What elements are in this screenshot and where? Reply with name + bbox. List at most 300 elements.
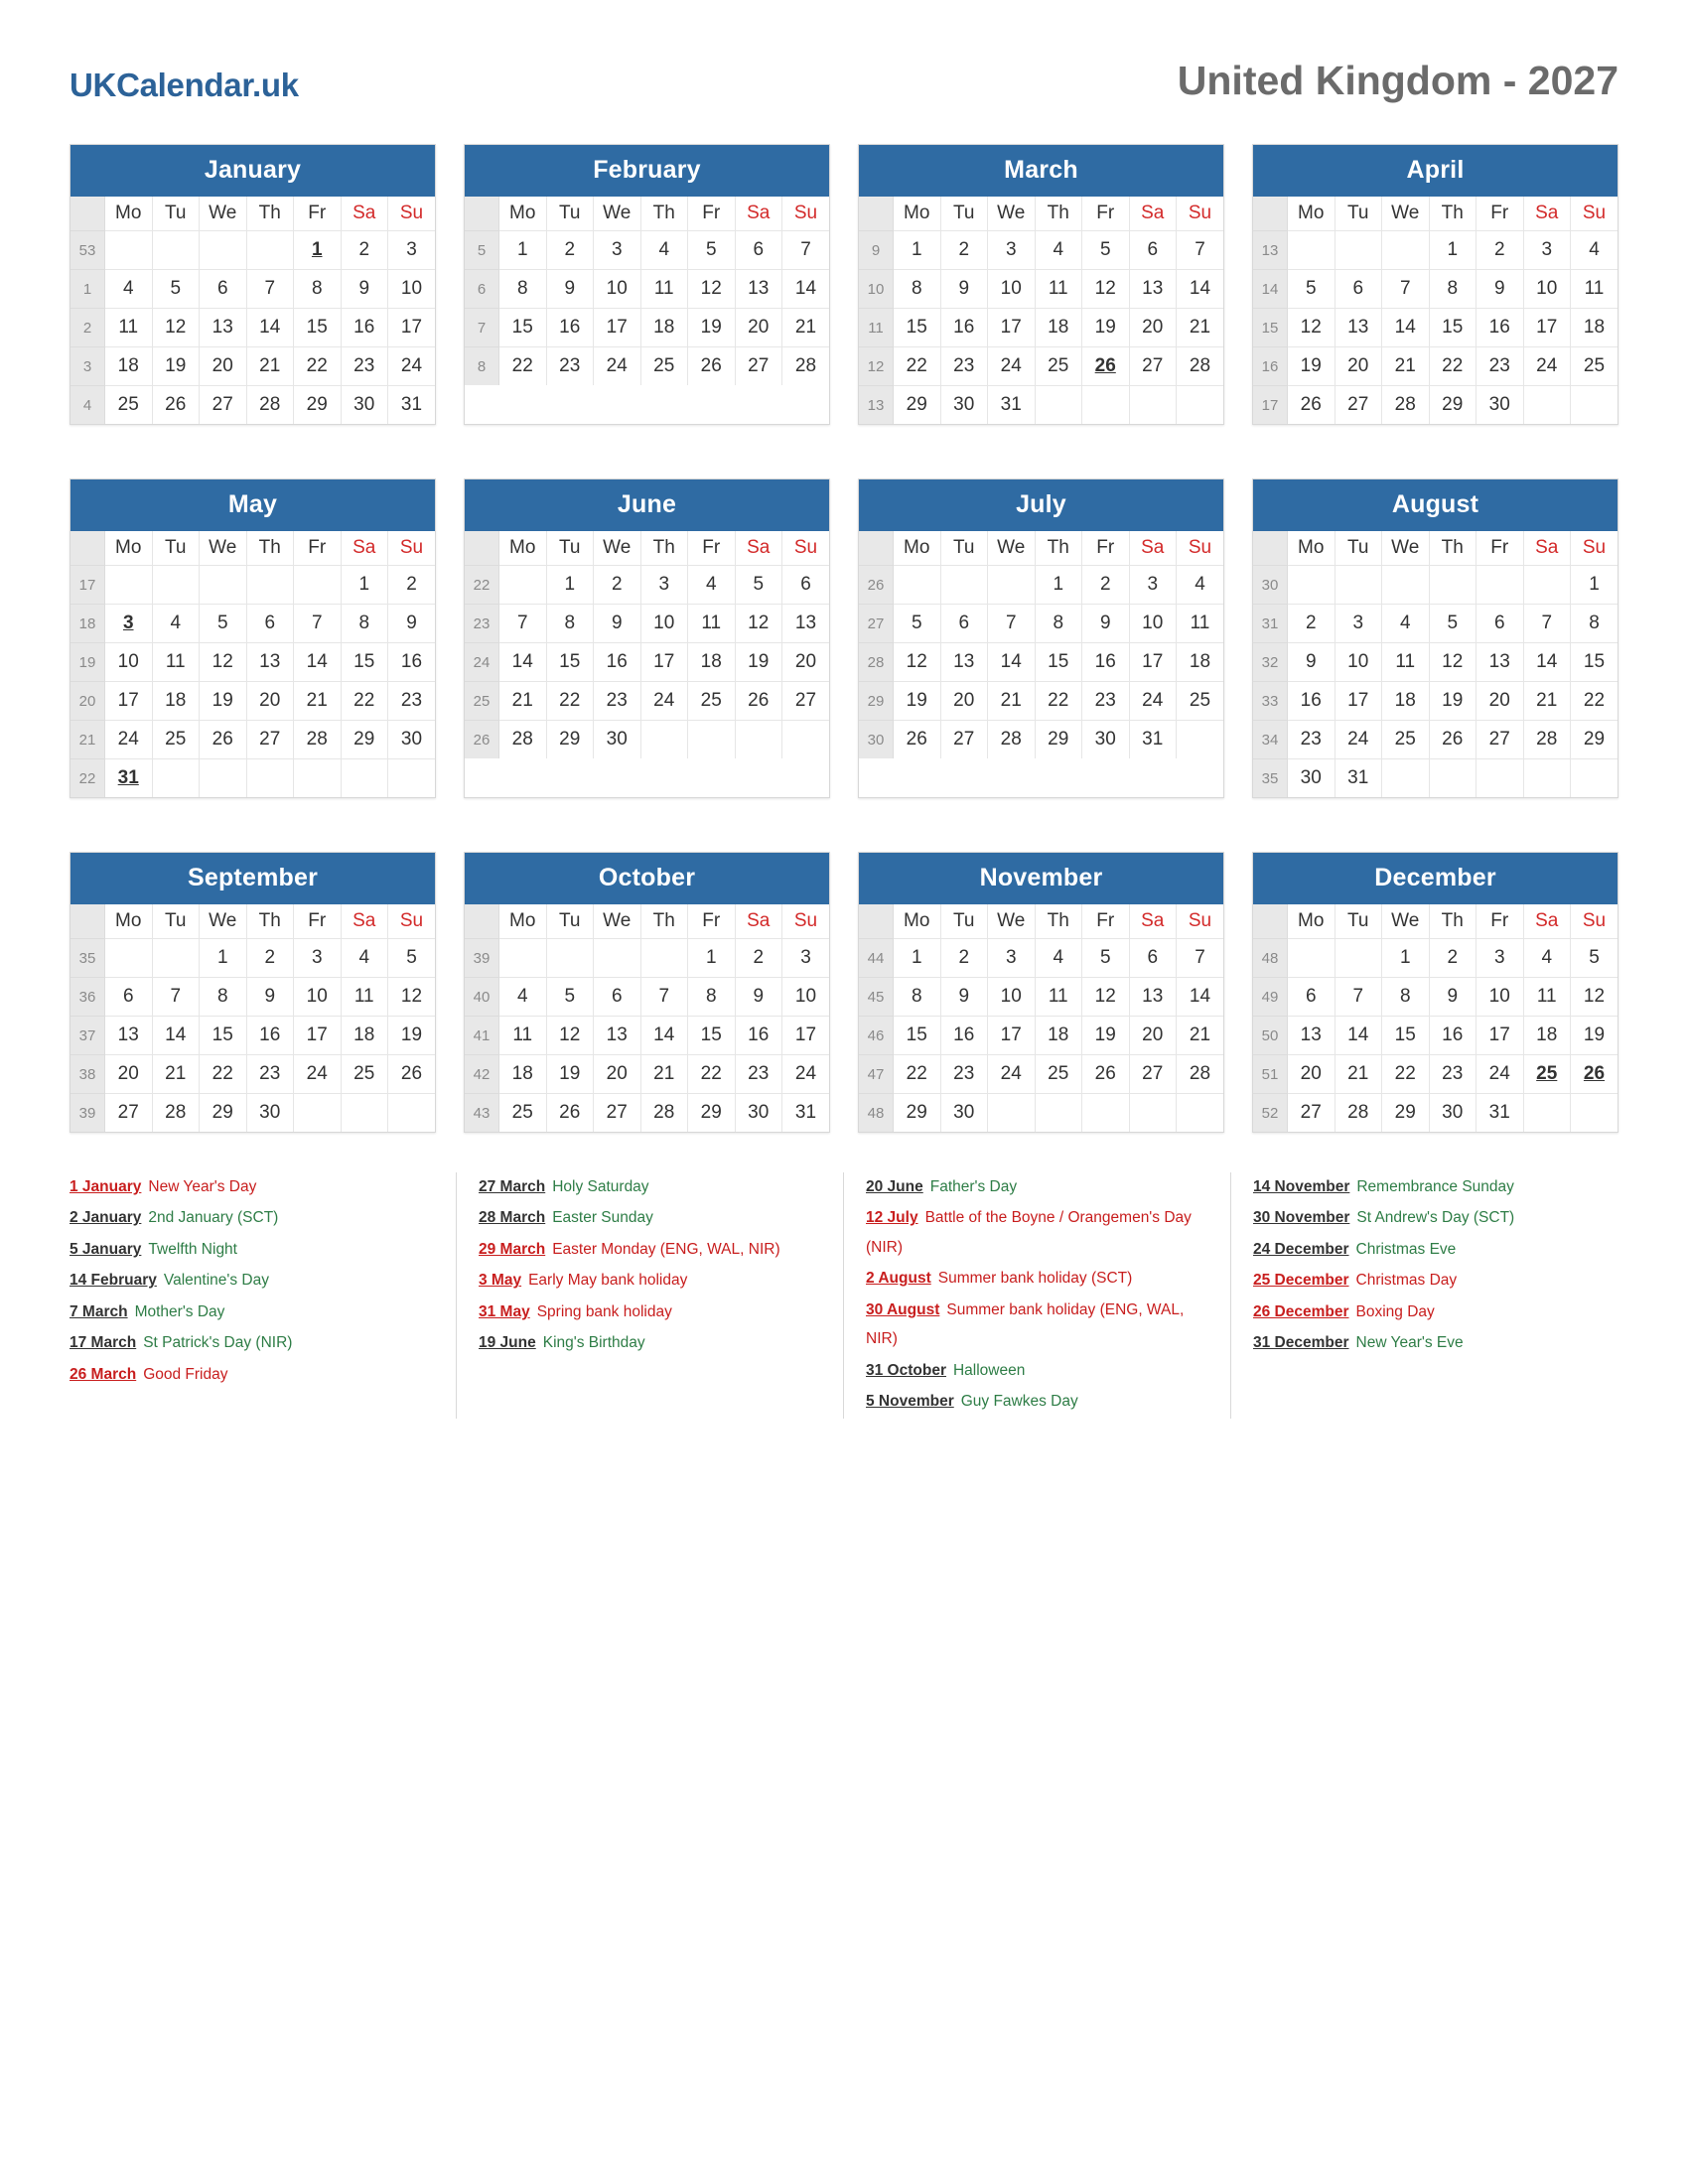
day-cell[interactable]: 20 xyxy=(1335,347,1382,386)
day-cell[interactable]: 15 xyxy=(894,309,941,347)
day-cell[interactable]: 29 xyxy=(294,386,342,425)
day-cell[interactable]: 1 xyxy=(894,939,941,978)
day-cell[interactable]: 8 xyxy=(894,270,941,309)
day-cell[interactable]: 31 xyxy=(782,1094,830,1133)
day-cell[interactable]: 9 xyxy=(388,605,436,643)
day-cell[interactable]: 7 xyxy=(1177,939,1224,978)
day-cell[interactable]: 8 xyxy=(294,270,342,309)
day-cell[interactable]: 25 xyxy=(640,347,688,386)
day-cell[interactable]: 31 xyxy=(1129,721,1177,759)
day-cell[interactable]: 23 xyxy=(546,347,594,386)
day-cell[interactable]: 27 xyxy=(735,347,782,386)
day-cell[interactable]: 5 xyxy=(1429,605,1477,643)
day-cell[interactable]: 13 xyxy=(1335,309,1382,347)
day-cell[interactable]: 29 xyxy=(688,1094,736,1133)
day-cell[interactable]: 6 xyxy=(105,978,153,1017)
day-cell[interactable]: 2 xyxy=(246,939,294,978)
day-cell[interactable]: 6 xyxy=(735,231,782,270)
day-cell[interactable]: 2 xyxy=(546,231,594,270)
day-cell[interactable]: 4 xyxy=(640,231,688,270)
day-cell[interactable]: 16 xyxy=(940,309,988,347)
day-cell[interactable]: 8 xyxy=(1571,605,1618,643)
day-cell[interactable]: 15 xyxy=(200,1017,247,1055)
day-cell[interactable]: 17 xyxy=(594,309,641,347)
day-cell[interactable]: 26 xyxy=(688,347,736,386)
day-cell[interactable]: 27 xyxy=(246,721,294,759)
day-cell[interactable]: 13 xyxy=(1129,270,1177,309)
day-cell[interactable]: 13 xyxy=(246,643,294,682)
day-cell[interactable]: 4 xyxy=(1035,939,1082,978)
day-cell[interactable]: 15 xyxy=(894,1017,941,1055)
day-cell[interactable]: 1 xyxy=(546,566,594,605)
day-cell[interactable]: 3 xyxy=(1477,939,1524,978)
day-cell[interactable]: 23 xyxy=(940,347,988,386)
day-cell[interactable]: 17 xyxy=(1335,682,1382,721)
day-cell[interactable]: 3 xyxy=(988,231,1036,270)
day-cell[interactable]: 12 xyxy=(388,978,436,1017)
day-cell[interactable]: 16 xyxy=(940,1017,988,1055)
day-cell[interactable]: 11 xyxy=(1177,605,1224,643)
day-cell[interactable]: 2 xyxy=(594,566,641,605)
day-cell[interactable]: 8 xyxy=(499,270,547,309)
day-cell[interactable]: 18 xyxy=(640,309,688,347)
day-cell[interactable]: 9 xyxy=(735,978,782,1017)
day-cell[interactable]: 23 xyxy=(940,1055,988,1094)
day-cell[interactable]: 6 xyxy=(594,978,641,1017)
day-cell[interactable]: 26 xyxy=(1571,1055,1618,1094)
day-cell[interactable]: 21 xyxy=(1335,1055,1382,1094)
day-cell[interactable]: 15 xyxy=(1382,1017,1430,1055)
day-cell[interactable]: 12 xyxy=(152,309,200,347)
day-cell[interactable]: 13 xyxy=(735,270,782,309)
day-cell[interactable]: 14 xyxy=(988,643,1036,682)
day-cell[interactable]: 21 xyxy=(782,309,830,347)
day-cell[interactable]: 4 xyxy=(152,605,200,643)
day-cell[interactable]: 19 xyxy=(894,682,941,721)
day-cell[interactable]: 29 xyxy=(1571,721,1618,759)
day-cell[interactable]: 19 xyxy=(1288,347,1336,386)
day-cell[interactable]: 10 xyxy=(1523,270,1571,309)
day-cell[interactable]: 20 xyxy=(1129,1017,1177,1055)
day-cell[interactable]: 1 xyxy=(1429,231,1477,270)
day-cell[interactable]: 14 xyxy=(1523,643,1571,682)
day-cell[interactable]: 9 xyxy=(1477,270,1524,309)
day-cell[interactable]: 9 xyxy=(594,605,641,643)
day-cell[interactable]: 11 xyxy=(499,1017,547,1055)
day-cell[interactable]: 21 xyxy=(1523,682,1571,721)
day-cell[interactable]: 3 xyxy=(1129,566,1177,605)
day-cell[interactable]: 31 xyxy=(1477,1094,1524,1133)
day-cell[interactable]: 21 xyxy=(499,682,547,721)
day-cell[interactable]: 9 xyxy=(940,978,988,1017)
day-cell[interactable]: 9 xyxy=(940,270,988,309)
day-cell[interactable]: 21 xyxy=(294,682,342,721)
day-cell[interactable]: 11 xyxy=(1571,270,1618,309)
day-cell[interactable]: 24 xyxy=(640,682,688,721)
day-cell[interactable]: 14 xyxy=(152,1017,200,1055)
day-cell[interactable]: 27 xyxy=(105,1094,153,1133)
day-cell[interactable]: 10 xyxy=(294,978,342,1017)
day-cell[interactable]: 3 xyxy=(988,939,1036,978)
day-cell[interactable]: 11 xyxy=(1035,270,1082,309)
day-cell[interactable]: 25 xyxy=(1035,1055,1082,1094)
day-cell[interactable]: 17 xyxy=(1477,1017,1524,1055)
day-cell[interactable]: 12 xyxy=(1571,978,1618,1017)
day-cell[interactable]: 2 xyxy=(735,939,782,978)
day-cell[interactable]: 28 xyxy=(499,721,547,759)
day-cell[interactable]: 30 xyxy=(594,721,641,759)
day-cell[interactable]: 3 xyxy=(782,939,830,978)
day-cell[interactable]: 11 xyxy=(1382,643,1430,682)
day-cell[interactable]: 22 xyxy=(1035,682,1082,721)
day-cell[interactable]: 7 xyxy=(1335,978,1382,1017)
day-cell[interactable]: 10 xyxy=(988,978,1036,1017)
day-cell[interactable]: 7 xyxy=(152,978,200,1017)
day-cell[interactable]: 18 xyxy=(1177,643,1224,682)
day-cell[interactable]: 22 xyxy=(1571,682,1618,721)
day-cell[interactable]: 26 xyxy=(152,386,200,425)
day-cell[interactable]: 21 xyxy=(1177,1017,1224,1055)
day-cell[interactable]: 12 xyxy=(1082,978,1130,1017)
day-cell[interactable]: 27 xyxy=(940,721,988,759)
day-cell[interactable]: 19 xyxy=(388,1017,436,1055)
day-cell[interactable]: 25 xyxy=(499,1094,547,1133)
day-cell[interactable]: 20 xyxy=(782,643,830,682)
day-cell[interactable]: 14 xyxy=(782,270,830,309)
day-cell[interactable]: 8 xyxy=(546,605,594,643)
day-cell[interactable]: 14 xyxy=(294,643,342,682)
day-cell[interactable]: 8 xyxy=(1429,270,1477,309)
day-cell[interactable]: 12 xyxy=(1082,270,1130,309)
day-cell[interactable]: 10 xyxy=(1129,605,1177,643)
day-cell[interactable]: 9 xyxy=(1288,643,1336,682)
day-cell[interactable]: 1 xyxy=(499,231,547,270)
day-cell[interactable]: 28 xyxy=(1177,1055,1224,1094)
day-cell[interactable]: 6 xyxy=(1129,939,1177,978)
day-cell[interactable]: 3 xyxy=(1335,605,1382,643)
day-cell[interactable]: 5 xyxy=(1288,270,1336,309)
day-cell[interactable]: 20 xyxy=(940,682,988,721)
day-cell[interactable]: 16 xyxy=(735,1017,782,1055)
day-cell[interactable]: 25 xyxy=(1177,682,1224,721)
day-cell[interactable]: 24 xyxy=(988,347,1036,386)
day-cell[interactable]: 22 xyxy=(1429,347,1477,386)
day-cell[interactable]: 12 xyxy=(1429,643,1477,682)
day-cell[interactable]: 25 xyxy=(688,682,736,721)
day-cell[interactable]: 28 xyxy=(1177,347,1224,386)
day-cell[interactable]: 17 xyxy=(782,1017,830,1055)
day-cell[interactable]: 31 xyxy=(988,386,1036,425)
day-cell[interactable]: 5 xyxy=(388,939,436,978)
day-cell[interactable]: 6 xyxy=(1335,270,1382,309)
day-cell[interactable]: 5 xyxy=(1082,231,1130,270)
day-cell[interactable]: 5 xyxy=(152,270,200,309)
day-cell[interactable]: 19 xyxy=(546,1055,594,1094)
day-cell[interactable]: 19 xyxy=(735,643,782,682)
day-cell[interactable]: 4 xyxy=(1382,605,1430,643)
day-cell[interactable]: 26 xyxy=(1288,386,1336,425)
day-cell[interactable]: 2 xyxy=(388,566,436,605)
day-cell[interactable]: 13 xyxy=(594,1017,641,1055)
day-cell[interactable]: 20 xyxy=(594,1055,641,1094)
day-cell[interactable]: 24 xyxy=(1477,1055,1524,1094)
day-cell[interactable]: 10 xyxy=(1477,978,1524,1017)
day-cell[interactable]: 31 xyxy=(105,759,153,798)
day-cell[interactable]: 4 xyxy=(341,939,388,978)
day-cell[interactable]: 18 xyxy=(152,682,200,721)
day-cell[interactable]: 28 xyxy=(1523,721,1571,759)
day-cell[interactable]: 13 xyxy=(1129,978,1177,1017)
day-cell[interactable]: 26 xyxy=(1429,721,1477,759)
day-cell[interactable]: 7 xyxy=(1382,270,1430,309)
day-cell[interactable]: 11 xyxy=(640,270,688,309)
day-cell[interactable]: 24 xyxy=(782,1055,830,1094)
day-cell[interactable]: 20 xyxy=(1129,309,1177,347)
day-cell[interactable]: 19 xyxy=(1429,682,1477,721)
day-cell[interactable]: 8 xyxy=(1035,605,1082,643)
day-cell[interactable]: 7 xyxy=(246,270,294,309)
day-cell[interactable]: 18 xyxy=(688,643,736,682)
day-cell[interactable]: 30 xyxy=(341,386,388,425)
day-cell[interactable]: 22 xyxy=(499,347,547,386)
day-cell[interactable]: 16 xyxy=(388,643,436,682)
day-cell[interactable]: 26 xyxy=(388,1055,436,1094)
day-cell[interactable]: 5 xyxy=(735,566,782,605)
day-cell[interactable]: 31 xyxy=(388,386,436,425)
day-cell[interactable]: 18 xyxy=(1382,682,1430,721)
day-cell[interactable]: 20 xyxy=(735,309,782,347)
day-cell[interactable]: 30 xyxy=(735,1094,782,1133)
day-cell[interactable]: 1 xyxy=(688,939,736,978)
day-cell[interactable]: 27 xyxy=(594,1094,641,1133)
day-cell[interactable]: 21 xyxy=(988,682,1036,721)
day-cell[interactable]: 10 xyxy=(388,270,436,309)
day-cell[interactable]: 3 xyxy=(105,605,153,643)
day-cell[interactable]: 4 xyxy=(105,270,153,309)
day-cell[interactable]: 23 xyxy=(1477,347,1524,386)
day-cell[interactable]: 22 xyxy=(1382,1055,1430,1094)
day-cell[interactable]: 1 xyxy=(1035,566,1082,605)
day-cell[interactable]: 26 xyxy=(894,721,941,759)
day-cell[interactable]: 28 xyxy=(988,721,1036,759)
day-cell[interactable]: 9 xyxy=(1082,605,1130,643)
day-cell[interactable]: 3 xyxy=(1523,231,1571,270)
day-cell[interactable]: 5 xyxy=(1082,939,1130,978)
day-cell[interactable]: 18 xyxy=(499,1055,547,1094)
day-cell[interactable]: 17 xyxy=(1129,643,1177,682)
day-cell[interactable]: 19 xyxy=(1082,1017,1130,1055)
day-cell[interactable]: 6 xyxy=(246,605,294,643)
day-cell[interactable]: 19 xyxy=(200,682,247,721)
day-cell[interactable]: 18 xyxy=(341,1017,388,1055)
day-cell[interactable]: 18 xyxy=(105,347,153,386)
day-cell[interactable]: 6 xyxy=(200,270,247,309)
day-cell[interactable]: 21 xyxy=(246,347,294,386)
day-cell[interactable]: 6 xyxy=(1288,978,1336,1017)
day-cell[interactable]: 30 xyxy=(246,1094,294,1133)
day-cell[interactable]: 13 xyxy=(940,643,988,682)
day-cell[interactable]: 3 xyxy=(640,566,688,605)
day-cell[interactable]: 14 xyxy=(1177,978,1224,1017)
day-cell[interactable]: 21 xyxy=(1382,347,1430,386)
day-cell[interactable]: 5 xyxy=(1571,939,1618,978)
day-cell[interactable]: 10 xyxy=(640,605,688,643)
day-cell[interactable]: 15 xyxy=(688,1017,736,1055)
day-cell[interactable]: 24 xyxy=(1335,721,1382,759)
day-cell[interactable]: 3 xyxy=(594,231,641,270)
day-cell[interactable]: 2 xyxy=(1288,605,1336,643)
day-cell[interactable]: 23 xyxy=(341,347,388,386)
day-cell[interactable]: 1 xyxy=(294,231,342,270)
day-cell[interactable]: 26 xyxy=(1082,347,1130,386)
day-cell[interactable]: 31 xyxy=(1335,759,1382,798)
day-cell[interactable]: 9 xyxy=(341,270,388,309)
day-cell[interactable]: 13 xyxy=(105,1017,153,1055)
day-cell[interactable]: 30 xyxy=(1477,386,1524,425)
day-cell[interactable]: 28 xyxy=(294,721,342,759)
day-cell[interactable]: 8 xyxy=(1382,978,1430,1017)
day-cell[interactable]: 5 xyxy=(688,231,736,270)
day-cell[interactable]: 2 xyxy=(940,939,988,978)
day-cell[interactable]: 25 xyxy=(1035,347,1082,386)
day-cell[interactable]: 24 xyxy=(594,347,641,386)
day-cell[interactable]: 16 xyxy=(546,309,594,347)
day-cell[interactable]: 15 xyxy=(499,309,547,347)
day-cell[interactable]: 8 xyxy=(894,978,941,1017)
day-cell[interactable]: 20 xyxy=(200,347,247,386)
day-cell[interactable]: 12 xyxy=(894,643,941,682)
day-cell[interactable]: 14 xyxy=(499,643,547,682)
day-cell[interactable]: 22 xyxy=(200,1055,247,1094)
day-cell[interactable]: 26 xyxy=(1082,1055,1130,1094)
day-cell[interactable]: 27 xyxy=(1288,1094,1336,1133)
day-cell[interactable]: 16 xyxy=(246,1017,294,1055)
day-cell[interactable]: 30 xyxy=(1288,759,1336,798)
day-cell[interactable]: 6 xyxy=(782,566,830,605)
site-logo[interactable]: UKCalendar.uk xyxy=(70,67,299,103)
day-cell[interactable]: 6 xyxy=(940,605,988,643)
day-cell[interactable]: 3 xyxy=(294,939,342,978)
day-cell[interactable]: 17 xyxy=(988,309,1036,347)
day-cell[interactable]: 14 xyxy=(640,1017,688,1055)
day-cell[interactable]: 3 xyxy=(388,231,436,270)
day-cell[interactable]: 11 xyxy=(1035,978,1082,1017)
day-cell[interactable]: 15 xyxy=(546,643,594,682)
day-cell[interactable]: 21 xyxy=(640,1055,688,1094)
day-cell[interactable]: 19 xyxy=(152,347,200,386)
day-cell[interactable]: 22 xyxy=(894,347,941,386)
day-cell[interactable]: 5 xyxy=(894,605,941,643)
day-cell[interactable]: 7 xyxy=(294,605,342,643)
day-cell[interactable]: 19 xyxy=(1082,309,1130,347)
day-cell[interactable]: 15 xyxy=(1429,309,1477,347)
day-cell[interactable]: 23 xyxy=(594,682,641,721)
day-cell[interactable]: 23 xyxy=(1082,682,1130,721)
day-cell[interactable]: 27 xyxy=(200,386,247,425)
day-cell[interactable]: 25 xyxy=(152,721,200,759)
day-cell[interactable]: 8 xyxy=(688,978,736,1017)
day-cell[interactable]: 9 xyxy=(1429,978,1477,1017)
day-cell[interactable]: 16 xyxy=(1082,643,1130,682)
day-cell[interactable]: 24 xyxy=(294,1055,342,1094)
day-cell[interactable]: 14 xyxy=(1177,270,1224,309)
day-cell[interactable]: 30 xyxy=(940,386,988,425)
day-cell[interactable]: 22 xyxy=(341,682,388,721)
day-cell[interactable]: 2 xyxy=(1082,566,1130,605)
day-cell[interactable]: 7 xyxy=(1523,605,1571,643)
day-cell[interactable]: 17 xyxy=(988,1017,1036,1055)
day-cell[interactable]: 10 xyxy=(594,270,641,309)
day-cell[interactable]: 24 xyxy=(388,347,436,386)
day-cell[interactable]: 29 xyxy=(1035,721,1082,759)
day-cell[interactable]: 20 xyxy=(1477,682,1524,721)
day-cell[interactable]: 16 xyxy=(1288,682,1336,721)
day-cell[interactable]: 29 xyxy=(1429,386,1477,425)
day-cell[interactable]: 26 xyxy=(200,721,247,759)
day-cell[interactable]: 10 xyxy=(782,978,830,1017)
day-cell[interactable]: 12 xyxy=(688,270,736,309)
day-cell[interactable]: 16 xyxy=(594,643,641,682)
day-cell[interactable]: 27 xyxy=(1335,386,1382,425)
day-cell[interactable]: 21 xyxy=(152,1055,200,1094)
day-cell[interactable]: 29 xyxy=(200,1094,247,1133)
day-cell[interactable]: 11 xyxy=(152,643,200,682)
day-cell[interactable]: 22 xyxy=(894,1055,941,1094)
day-cell[interactable]: 27 xyxy=(782,682,830,721)
day-cell[interactable]: 15 xyxy=(1571,643,1618,682)
day-cell[interactable]: 12 xyxy=(735,605,782,643)
day-cell[interactable]: 4 xyxy=(1035,231,1082,270)
day-cell[interactable]: 7 xyxy=(782,231,830,270)
day-cell[interactable]: 25 xyxy=(1571,347,1618,386)
day-cell[interactable]: 29 xyxy=(341,721,388,759)
day-cell[interactable]: 15 xyxy=(341,643,388,682)
day-cell[interactable]: 11 xyxy=(341,978,388,1017)
day-cell[interactable]: 11 xyxy=(1523,978,1571,1017)
day-cell[interactable]: 17 xyxy=(294,1017,342,1055)
day-cell[interactable]: 22 xyxy=(294,347,342,386)
day-cell[interactable]: 16 xyxy=(1429,1017,1477,1055)
day-cell[interactable]: 7 xyxy=(1177,231,1224,270)
day-cell[interactable]: 18 xyxy=(1571,309,1618,347)
day-cell[interactable]: 23 xyxy=(735,1055,782,1094)
day-cell[interactable]: 30 xyxy=(940,1094,988,1133)
day-cell[interactable]: 7 xyxy=(640,978,688,1017)
day-cell[interactable]: 22 xyxy=(688,1055,736,1094)
day-cell[interactable]: 22 xyxy=(546,682,594,721)
day-cell[interactable]: 19 xyxy=(1571,1017,1618,1055)
day-cell[interactable]: 12 xyxy=(200,643,247,682)
day-cell[interactable]: 7 xyxy=(988,605,1036,643)
day-cell[interactable]: 11 xyxy=(688,605,736,643)
day-cell[interactable]: 28 xyxy=(640,1094,688,1133)
day-cell[interactable]: 27 xyxy=(1129,1055,1177,1094)
day-cell[interactable]: 13 xyxy=(1288,1017,1336,1055)
day-cell[interactable]: 24 xyxy=(105,721,153,759)
day-cell[interactable]: 25 xyxy=(105,386,153,425)
day-cell[interactable]: 5 xyxy=(546,978,594,1017)
day-cell[interactable]: 8 xyxy=(200,978,247,1017)
day-cell[interactable]: 8 xyxy=(341,605,388,643)
day-cell[interactable]: 2 xyxy=(341,231,388,270)
day-cell[interactable]: 18 xyxy=(1035,309,1082,347)
day-cell[interactable]: 28 xyxy=(246,386,294,425)
day-cell[interactable]: 25 xyxy=(1382,721,1430,759)
day-cell[interactable]: 15 xyxy=(294,309,342,347)
day-cell[interactable]: 17 xyxy=(388,309,436,347)
day-cell[interactable]: 10 xyxy=(988,270,1036,309)
day-cell[interactable]: 4 xyxy=(1177,566,1224,605)
